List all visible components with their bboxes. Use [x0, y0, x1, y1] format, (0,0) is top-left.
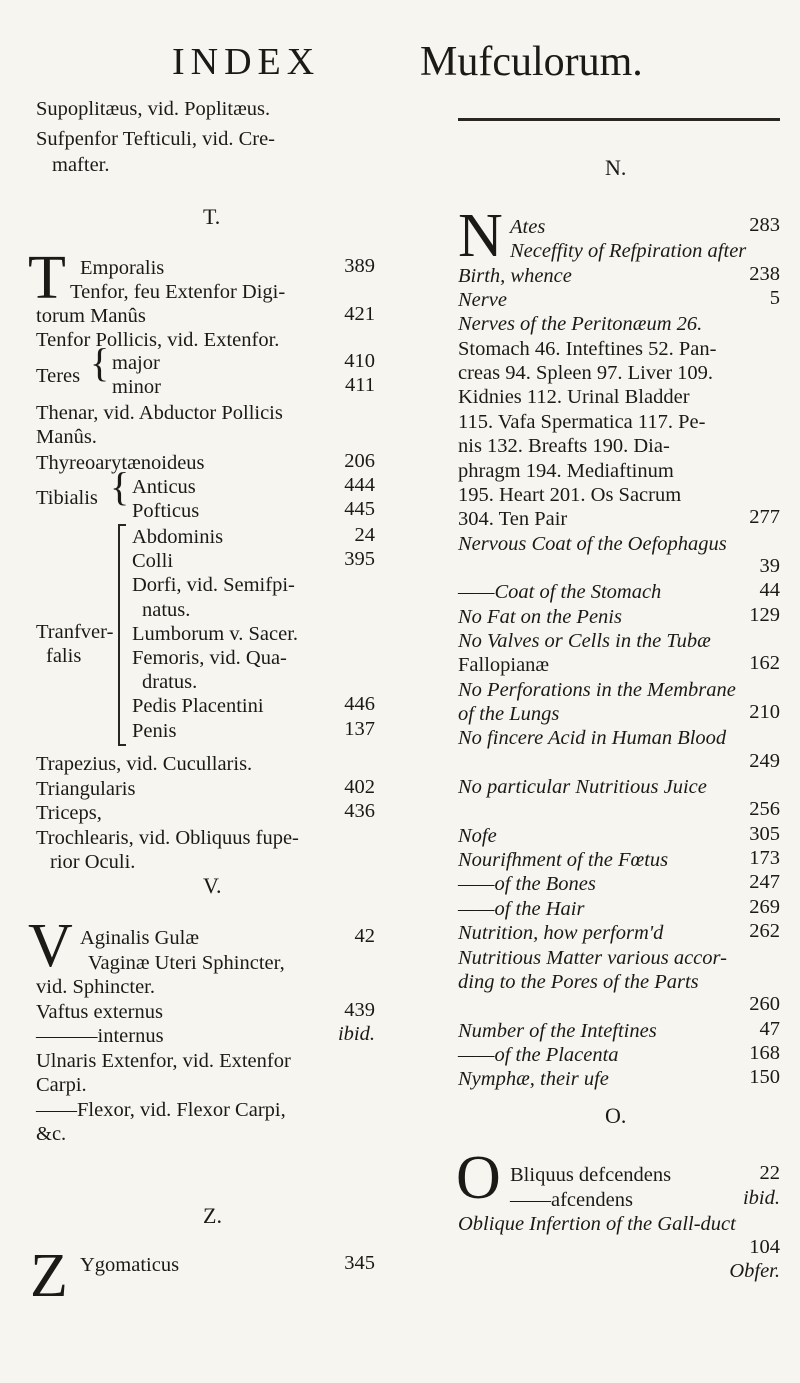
- entry-line: Manûs.: [36, 426, 97, 448]
- bracket-icon: [118, 524, 126, 746]
- entry-line: 304. Ten Pair: [458, 508, 568, 531]
- page-number: 439: [344, 998, 375, 1021]
- drop-cap-z: Z: [30, 1242, 68, 1310]
- page-number: 44: [759, 579, 780, 602]
- page-number: 206: [344, 450, 375, 472]
- entry-line: ———internus: [36, 1025, 164, 1047]
- section-letter-t: T.: [203, 204, 221, 229]
- page-number: 305: [749, 822, 780, 845]
- tibialis-label: Tibialis: [36, 487, 98, 509]
- page-number: 283: [749, 214, 780, 236]
- entry-line: torum Manûs: [36, 305, 146, 327]
- page-number: 444: [344, 474, 375, 496]
- page-number: 410: [344, 350, 375, 372]
- brace-icon: {: [90, 340, 110, 385]
- entry-line: Thyreoarytænoideus: [36, 452, 205, 474]
- entry-line: phragm 194. Mediaftinum: [458, 459, 674, 482]
- entry-line: Nourifhment of the Fœtus: [458, 849, 669, 872]
- page-number: 445: [344, 498, 375, 520]
- page-number: 150: [749, 1066, 780, 1089]
- page-number: 269: [749, 895, 780, 918]
- entry-line: Lumborum v. Sacer.: [132, 622, 299, 645]
- section-letter-z: Z.: [203, 1203, 222, 1228]
- page-number: ibid.: [742, 1186, 780, 1209]
- entry-line: ding to the Pores of the Parts: [458, 970, 699, 993]
- entry-line: 115. Vafa Spermatica 117. Pe-: [458, 410, 706, 433]
- entry-line: No Perforations in the Membrane: [458, 678, 736, 701]
- entry-line: 195. Heart 201. Os Sacrum: [458, 483, 682, 506]
- page-title: Mufculorum.: [420, 39, 643, 85]
- page-number: 260: [749, 993, 780, 1016]
- entry-line: Anticus: [132, 476, 196, 498]
- entry-line: ——of the Bones: [458, 873, 596, 896]
- entry-line: Trapezius, vid. Cucullaris.: [36, 753, 253, 775]
- page-number: 47: [759, 1017, 780, 1040]
- entry-line: &c.: [36, 1123, 67, 1145]
- page-number: 436: [344, 800, 375, 822]
- brace-icon: {: [110, 464, 130, 509]
- page-number: 395: [344, 548, 375, 571]
- entry-line: Nerves of the Peritonæum 26.: [458, 313, 703, 336]
- page-number: 22: [759, 1162, 780, 1184]
- entry-line: No fincere Acid in Human Blood: [458, 727, 727, 750]
- entry-line: of the Lungs: [458, 703, 560, 725]
- drop-cap-n: N: [458, 202, 503, 270]
- page-number: 129: [749, 603, 780, 626]
- page-number: 5: [769, 287, 780, 310]
- drop-cap-v: V: [28, 912, 73, 980]
- entry-line: Birth, whence: [458, 264, 572, 287]
- teres-label: Teres: [36, 365, 81, 387]
- page-number: 104: [749, 1235, 780, 1258]
- entry-line: Tenfor, feu Extenfor Digi-: [70, 281, 286, 303]
- entry-line: No particular Nutritious Juice: [458, 776, 707, 799]
- entry-line: Nervous Coat of the Oefophagus: [458, 532, 727, 555]
- entry-line: Sufpenfor Tefticuli, vid. Cre-: [36, 128, 276, 150]
- page-number: 411: [345, 374, 375, 396]
- entry-line: Nerve: [458, 289, 507, 312]
- entry-line: Neceffity of Refpiration after: [510, 240, 747, 263]
- entry-line: ——of the Placenta: [458, 1043, 619, 1066]
- entry-line: Abdominis: [132, 526, 224, 548]
- entry-line: Femoris, vid. Qua-: [132, 647, 287, 669]
- entry-line: Kidnies 112. Urinal Bladder: [458, 386, 690, 409]
- index-heading: INDEX: [172, 41, 321, 83]
- entry-line: Dorfi, vid. Semifpi-: [132, 574, 295, 597]
- tranfversalis-label: falis: [46, 645, 82, 667]
- page-number: 137: [344, 717, 375, 740]
- page-number: Obfer.: [729, 1260, 780, 1282]
- page-number: ibid.: [337, 1023, 375, 1045]
- page-number: 210: [749, 701, 780, 723]
- page-number: 24: [354, 524, 375, 546]
- entry-line: Carpi.: [36, 1074, 87, 1096]
- entry-line: Vaftus externus: [36, 1000, 163, 1023]
- entry-line: nis 132. Breafts 190. Dia-: [458, 435, 670, 458]
- section-letter-o: O.: [605, 1103, 627, 1128]
- entry-line: Triangularis: [36, 777, 136, 800]
- page-number: 421: [344, 303, 375, 325]
- page-number: 39: [759, 554, 780, 577]
- entry-line: Emporalis: [80, 257, 165, 279]
- page-number: 247: [749, 871, 780, 894]
- entry-line: Pedis Placentini: [132, 695, 264, 718]
- entry-line: No Valves or Cells in the Tubæ: [458, 629, 711, 652]
- entry-line: Nutrition, how perform'd: [458, 922, 664, 945]
- entry-line: Ulnaris Extenfor, vid. Extenfor: [36, 1049, 291, 1072]
- entry-line: Nutritious Matter various accor-: [458, 946, 727, 969]
- entry-line: Ates: [510, 216, 546, 238]
- entry-line: Bliquus defcendens: [510, 1164, 672, 1186]
- entry-line: ——Coat of the Stomach: [458, 581, 662, 604]
- page-number: 389: [344, 255, 375, 277]
- entry-line: No Fat on the Penis: [458, 605, 622, 628]
- divider-rule: [458, 118, 780, 121]
- page-number: 162: [749, 652, 780, 675]
- section-letter-v: V.: [203, 873, 222, 898]
- entry-line: Number of the Inteftines: [458, 1019, 657, 1042]
- entry-line: rior Oculi.: [50, 851, 136, 873]
- entry-line: creas 94. Spleen 97. Liver 109.: [458, 362, 714, 385]
- entry-line: ——afcendens: [510, 1188, 633, 1211]
- entry-line: ——of the Hair: [458, 897, 585, 920]
- page-number: 262: [749, 920, 780, 943]
- tranfversalis-label: Tranfver-: [36, 621, 114, 643]
- entry-line: Fallopianæ: [458, 654, 550, 677]
- entry-line: ——Flexor, vid. Flexor Carpi,: [36, 1098, 286, 1121]
- page-number: 238: [749, 262, 780, 285]
- page-number: 277: [749, 506, 780, 529]
- entry-line: Vaginæ Uteri Sphincter,: [88, 951, 285, 974]
- entry-line: minor: [112, 376, 161, 398]
- entry-line: Trochlearis, vid. Obliquus fupe-: [36, 826, 299, 849]
- entry-line: Triceps,: [36, 802, 102, 824]
- section-letter-n: N.: [605, 155, 627, 180]
- drop-cap-t: T: [28, 244, 66, 312]
- entry-line: Colli: [132, 550, 174, 573]
- page-number: 446: [344, 693, 375, 716]
- drop-cap-o: O: [456, 1144, 501, 1212]
- page-number: 42: [354, 925, 375, 947]
- page-number: 173: [749, 847, 780, 870]
- entry-line: vid. Sphincter.: [36, 976, 156, 998]
- page-number: 345: [344, 1252, 375, 1274]
- entry-line: Nymphæ, their ufe: [458, 1068, 609, 1091]
- entry-line: Tenfor Pollicis, vid. Extenfor.: [36, 329, 280, 351]
- entry-line: Pofticus: [132, 500, 200, 522]
- entry-line: Nofe: [458, 824, 497, 847]
- entry-line: major: [112, 352, 160, 374]
- entry-line: Oblique Infertion of the Gall-duct: [458, 1213, 736, 1235]
- entry-line: Aginalis Gulæ: [80, 927, 200, 949]
- entry-line: Ygomaticus: [80, 1254, 180, 1276]
- entry-line: Supoplitæus, vid. Poplitæus.: [36, 98, 271, 120]
- page-number: 402: [344, 775, 375, 798]
- page-number: 249: [749, 749, 780, 772]
- entry-line: Thenar, vid. Abductor Pollicis: [36, 402, 283, 424]
- entry-line: natus.: [142, 598, 191, 621]
- entry-line: Penis: [132, 719, 177, 742]
- entry-line: mafter.: [52, 154, 110, 176]
- page-number: 256: [749, 798, 780, 821]
- page-number: 168: [749, 1041, 780, 1064]
- entry-line: dratus.: [142, 671, 198, 694]
- entry-line: Stomach 46. Inteftines 52. Pan-: [458, 337, 717, 360]
